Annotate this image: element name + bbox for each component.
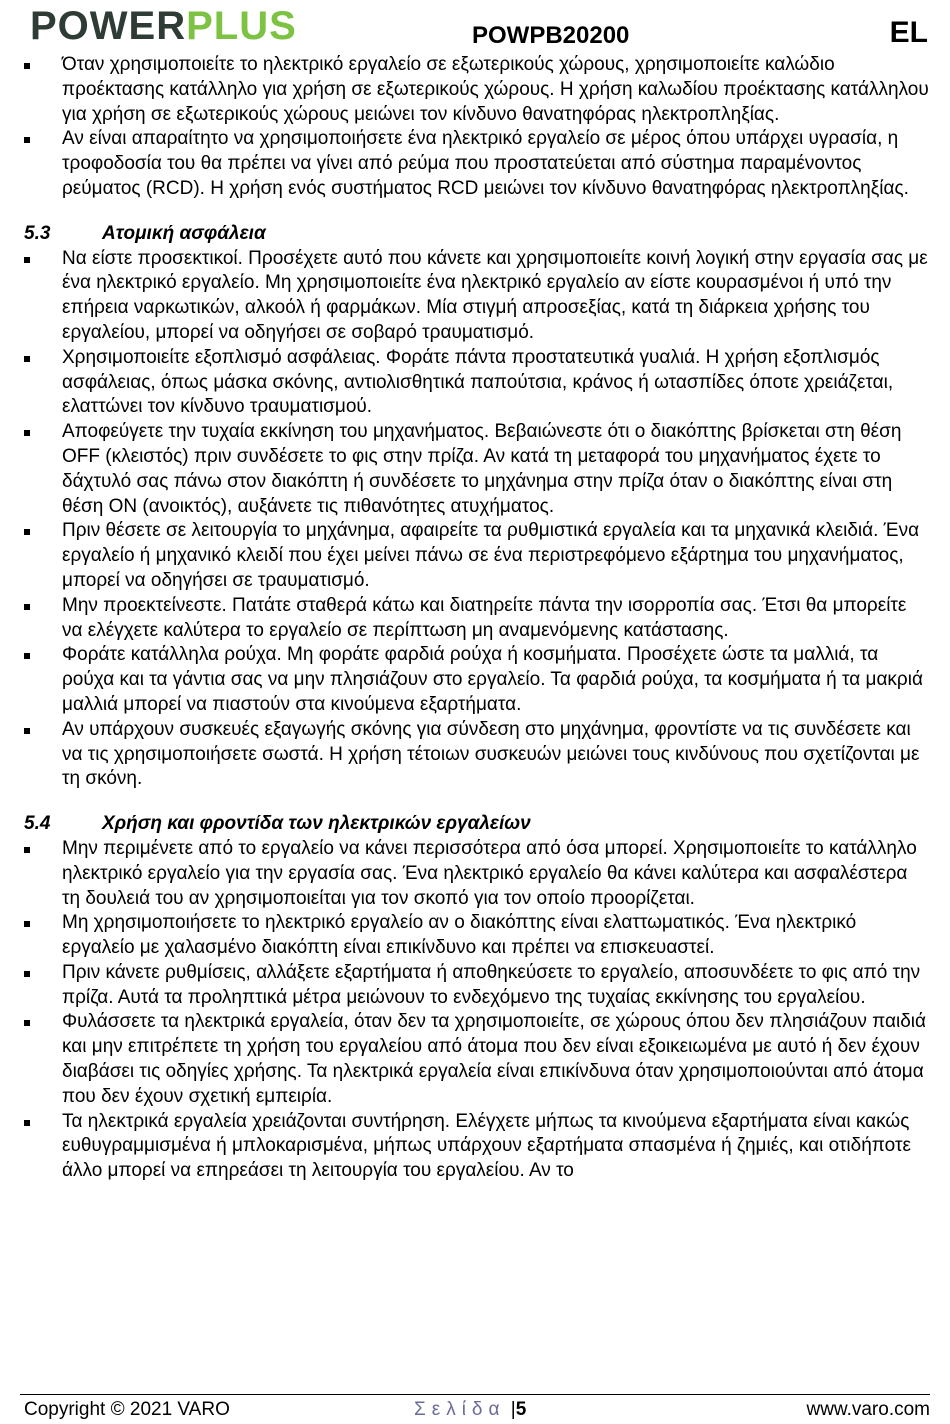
section-5-3-list (24, 247, 930, 793)
section-heading-5-3 (24, 222, 930, 247)
list-item (24, 718, 930, 792)
list-item-text: Αποφεύγετε την τυχαία εκκίνηση του μηχανήματος. Βεβαιώνεστε ότι ο διακόπτης βρίσκεται στη θέση OFF (κλειστός) πριν συνδέσετε το φις στην πρίζα. Αν κατά τη μεταφορά του μηχανήματος έχετε το δάχτυλό σας πάνω στον διακόπτη ή συνδέσετε το μηχάνημα στην πρίζα όταν ο διακόπτης είναι στη θέση ON (ανοικτός), αυξάνετε τις πιθανότητες ατυχήματος. (62, 421, 902, 517)
language-code: EL (889, 16, 928, 49)
bullet-icon (24, 430, 30, 436)
list-item-text: Πριν θέσετε σε λειτουργία το μηχάνημα, αφαιρείτε τα ρυθμιστικά εργαλεία και τα μηχανικά κλειδιά. Ένα εργαλείο ή μηχανικό κλειδί που έχει μείνει πάνω σε ένα περιστρεφόμενο εξάρτημα του μηχανήματος, μπορεί να οδηγήσει σε τραυματισμό. (62, 520, 920, 591)
list-item-text: Φοράτε κατάλληλα ρούχα. Μη φοράτε φαρδιά ρούχα ή κοσμήματα. Προσέχετε ώστε τα μαλλιά, τα ρούχα και τα γάντια σας να μην πλησιάζουν στο εργαλείο. Τα φαρδιά ρούχα, τα κοσμήματα ή τα μακριά μαλλιά μπορεί να πιαστούν στα κινούμενα εξαρτήματα. (62, 644, 923, 715)
bullet-icon (24, 63, 30, 69)
bullet-icon (24, 137, 30, 143)
bullet-icon (24, 847, 30, 853)
bullet-icon (24, 356, 30, 362)
list-item-text: Φυλάσσετε τα ηλεκτρικά εργαλεία, όταν δεν τα χρησιμοποιείτε, σε χώρους όπου δεν πλησιάζουν παιδιά και μην επιτρέπετε τη χρήση του εργαλείου από άτομα που δεν είναι εξοικειωμένα με αυτό ή δεν έχουν διαβάσει τις οδηγίες χρήσης. Τα ηλεκτρικά εργαλεία είναι επικίνδυνα όταν χρησιμοποιούνται από άτομα που δεν έχουν σχετική εμπειρία. (62, 1011, 926, 1107)
list-item (24, 346, 930, 420)
list-item-text: Μη χρησιμοποιήσετε το ηλεκτρικό εργαλείο αν ο διακόπτης είναι ελαττωματικός. Ένα ηλεκτρικό εργαλείο με χαλασμένο διακόπτη είναι επικίνδυνο και πρέπει να επισκευαστεί. (62, 912, 857, 959)
bullet-icon (24, 1120, 30, 1126)
section-heading-5-4 (24, 812, 930, 837)
page-separator: | (510, 1399, 516, 1420)
bullet-icon (24, 728, 30, 734)
list-item (24, 247, 930, 346)
section-5-4-list (24, 837, 930, 1184)
list-item (24, 1010, 930, 1109)
list-item (24, 594, 930, 644)
list-item-text: Μην περιμένετε από το εργαλείο να κάνει περισσότερα από όσα μπορεί. Χρησιμοποιείτε το κατάλληλο ηλεκτρικό εργαλείο για την εργασία σας. Ένα ηλεκτρικό εργαλείο θα κάνει καλύτερα και ασφαλέστερα τη δουλειά του αν χρησιμοποιείται για τον σκοπό για τον οποίο προορίζεται. (62, 837, 917, 909)
bullet-icon (24, 653, 30, 659)
list-item (24, 53, 930, 127)
list-item-text: Αν είναι απαραίτητο να χρησιμοποιήσετε ένα ηλεκτρικό εργαλείο σε μέρος όπου υπάρχει υγρασία, η τροφοδοσία του θα πρέπει να γίνει από ρεύμα που προστατεύεται από σύστημα παραμένοντος ρεύματος (RCD). Η χρήση ενός συστήματος RCD μειώνει τον κίνδυνο θανατηφόρας ηλεκτροπληξίας. (62, 128, 909, 199)
list-item-text: Πριν κάνετε ρυθμίσεις, αλλάξετε εξαρτήματα ή αποθηκεύσετε το εργαλείο, αποσυνδέετε το φις από την πρίζα. Αυτά τα προληπτικά μέτρα μειώνουν το ενδεχόμενο της τυχαίας εκκίνησης του εργαλείου. (62, 961, 921, 1008)
bullet-icon (24, 1020, 30, 1026)
logo-text-plus: PLUS (186, 4, 297, 48)
model-number: POWPB20200 (472, 22, 630, 49)
section-title: Ατομική ασφάλεια (102, 222, 266, 244)
section-number: 5.3 (24, 222, 51, 244)
bullet-icon (24, 921, 30, 927)
list-item (24, 837, 930, 911)
website-link[interactable]: www.varo.com (806, 1399, 930, 1420)
copyright-text: Copyright © 2021 VARO (24, 1399, 230, 1420)
list-item (24, 911, 930, 961)
bullet-icon (24, 529, 30, 535)
brand-logo (30, 4, 297, 48)
list-item (24, 1110, 930, 1184)
intro-list (24, 53, 930, 202)
list-item (24, 643, 930, 717)
document-body (24, 53, 930, 1184)
page-label: Σελίδα (414, 1399, 506, 1420)
list-item (24, 519, 930, 593)
bullet-icon (24, 257, 30, 263)
list-item-text: Τα ηλεκτρικά εργαλεία χρειάζονται συντήρηση. Ελέγχετε μήπως τα κινούμενα εξαρτήματα είναι κακώς ευθυγραμμισμένα ή μπλοκαρισμένα, μήπως υπάρχουν εξαρτήματα σπασμένα ή ζημιές, και οτιδήποτε άλλο μπορεί να επηρεάσει τη λειτουργία του εργαλείου. Αν το (62, 1110, 911, 1182)
list-item-text: Αν υπάρχουν συσκευές εξαγωγής σκόνης για σύνδεση στο μηχάνημα, φροντίστε να τις συνδέσετε και να τις χρησιμοποιήσετε σωστά. Η χρήση τέτοιων συσκευών μειώνει τους κινδύνους που σχετίζονται με τη σκόνη. (62, 718, 920, 790)
page-indicator (414, 1398, 526, 1422)
list-item-text: Μην προεκτείνεστε. Πατάτε σταθερά κάτω και διατηρείτε πάντα την ισορροπία σας. Έτσι θα μπορείτε να ελέγχετε καλύτερα το εργαλείο σε περίπτωση μη αναμενόμενης κατάστασης. (62, 594, 907, 641)
page-header (0, 0, 950, 56)
bullet-icon (24, 971, 30, 977)
list-item (24, 127, 930, 201)
bullet-icon (24, 604, 30, 610)
footer-divider (20, 1394, 930, 1395)
list-item-text: Όταν χρησιμοποιείτε το ηλεκτρικό εργαλείο σε εξωτερικούς χώρους, χρησιμοποιείτε καλώδιο προέκτασης κατάλληλο για χρήση σε εξωτερικούς χώρους. Η χρήση καλωδίου προέκτασης κατάλληλου για χρήση σε εξωτερικούς χώρους μειώνει τον κίνδυνο θανατηφόρας ηλεκτροπληξίας. (62, 54, 929, 125)
page-number: 5 (515, 1399, 527, 1420)
logo-text-power: POWER (30, 4, 187, 48)
page-footer (24, 1398, 930, 1422)
list-item (24, 420, 930, 519)
section-title: Χρήση και φροντίδα των ηλεκτρικών εργαλείων (102, 813, 531, 835)
list-item-text: Να είστε προσεκτικοί. Προσέχετε αυτό που κάνετε και χρησιμοποιείτε κοινή λογική στην εργασία σας με ένα ηλεκτρικό εργαλείο. Μη χρησιμοποιείτε ένα ηλεκτρικό εργαλείο αν είστε κουρασμένοι ή υπό την επήρεια ναρκωτικών, αλκοόλ ή φαρμάκων. Μία στιγμή απροσεξίας, κατά τη διάρκεια χρήσης του εργαλείου, μπορεί να οδηγήσει σε σοβαρό τραυματισμό. (62, 247, 928, 343)
list-item-text: Χρησιμοποιείτε εξοπλισμό ασφάλειας. Φοράτε πάντα προστατευτικά γυαλιά. Η χρήση εξοπλισμός ασφάλειας, όπως μάσκα σκόνης, αντιολισθητικά παπούτσια, κράνος ή ωτασπίδες όποτε χρειάζεται, ελαττώνει τον κίνδυνο τραυματισμού. (62, 346, 894, 418)
section-number: 5.4 (24, 813, 51, 835)
list-item (24, 961, 930, 1011)
